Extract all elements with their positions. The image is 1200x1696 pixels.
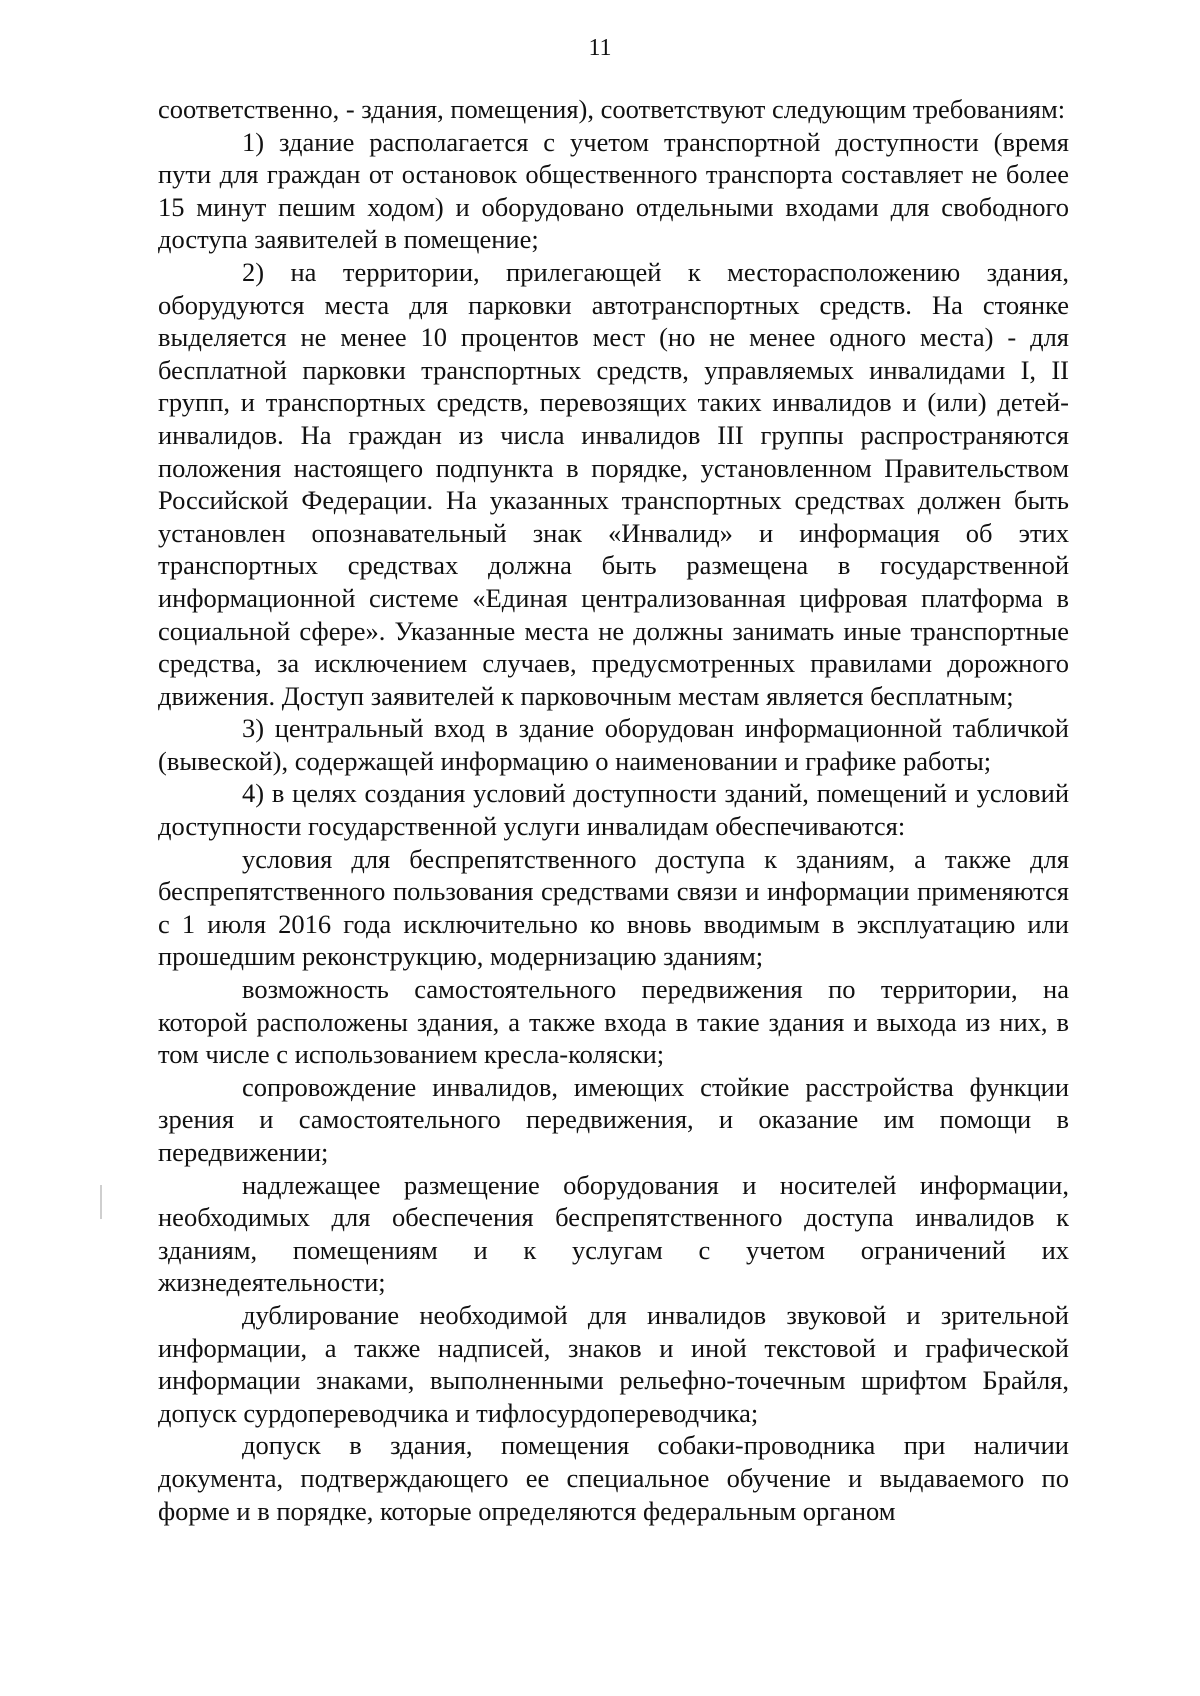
- paragraph-item-1: 1) здание располагается с учетом транспортной доступности (время пути для граждан от остановок общественного транспорта составляет не более 15 минут пешим ходом) и оборудовано отдельными входами для свободного доступа заявителей в помещение;: [158, 126, 1069, 255]
- paragraph-subitem-access-conditions: условия для беспрепятственного доступа к зданиям, а также для беспрепятственного пользования средствами связи и информации применяются с 1 июля 2016 года исключительно ко вновь вводимым в эксплуатацию или прошедшим реконструкцию, модернизацию зданиям;: [158, 843, 1069, 972]
- paragraph-subitem-escort: сопровождение инвалидов, имеющих стойкие расстройства функции зрения и самостоятельного передвижения, и оказание им помощи в передвижении;: [158, 1071, 1069, 1167]
- paragraph-subitem-movement: возможность самостоятельного передвижения по территории, на которой расположены здания, а также входа в такие здания и выхода из них, в том числе с использованием кресла-коляски;: [158, 974, 1069, 1070]
- paragraph-subitem-guide-dog: допуск в здания, помещения собаки-проводника при наличии документа, подтверждающего ее специальное обучение и выдаваемого по форме и в порядке, которые определяются федеральным органом: [158, 1430, 1069, 1526]
- page-number: 11: [588, 35, 612, 61]
- scan-artifact: [100, 1185, 102, 1219]
- paragraph-item-4: 4) в целях создания условий доступности зданий, помещений и условий доступности государственной услуги инвалидам обеспечиваются:: [158, 778, 1069, 842]
- document-body: [158, 93, 1069, 1527]
- paragraph-item-3: 3) центральный вход в здание оборудован информационной табличкой (вывеской), содержащей информацию о наименовании и графике работы;: [158, 713, 1069, 776]
- paragraph-continuation: соответственно, - здания, помещения), соответствуют следующим требованиям:: [158, 94, 1066, 124]
- paragraph-item-2: 2) на территории, прилегающей к месторасположению здания, оборудуются места для парковки автотранспортных средств. На стоянке выделяется не менее 10 процентов мест (но не менее одного места) - для бесплатной парковки транспортных средств, управляемых инвалидами I, II групп, и транспортных средств, перевозящих таких инвалидов и (или) детей-инвалидов. На граждан из числа инвалидов III группы распространяются положения настоящего подпункта в порядке, установленном Правительством Российской Федерации. На указанных транспортных средствах должен быть установлен опознавательный знак «Инвалид» и информация об этих транспортных средствах должна быть размещена в государственной информационной системе «Единая централизованная цифровая платформа в социальной сфере». Указанные места не должны занимать иные транспортные средства, за исключением случаев, предусмотренных правилами дорожного движения. Доступ заявителей к парковочным местам является бесплатным;: [158, 256, 1069, 711]
- paragraph-subitem-equipment: надлежащее размещение оборудования и носителей информации, необходимых для обеспечения беспрепятственного доступа инвалидов к зданиям, помещениям и к услугам с учетом ограничений их жизнедеятельности;: [158, 1169, 1069, 1298]
- paragraph-subitem-braille: дублирование необходимой для инвалидов звуковой и зрительной информации, а также надписей, знаков и иной текстовой и графической информации знаками, выполненными рельефно-точечным шрифтом Брайля, допуск сурдопереводчика и тифлосурдопереводчика;: [158, 1299, 1069, 1428]
